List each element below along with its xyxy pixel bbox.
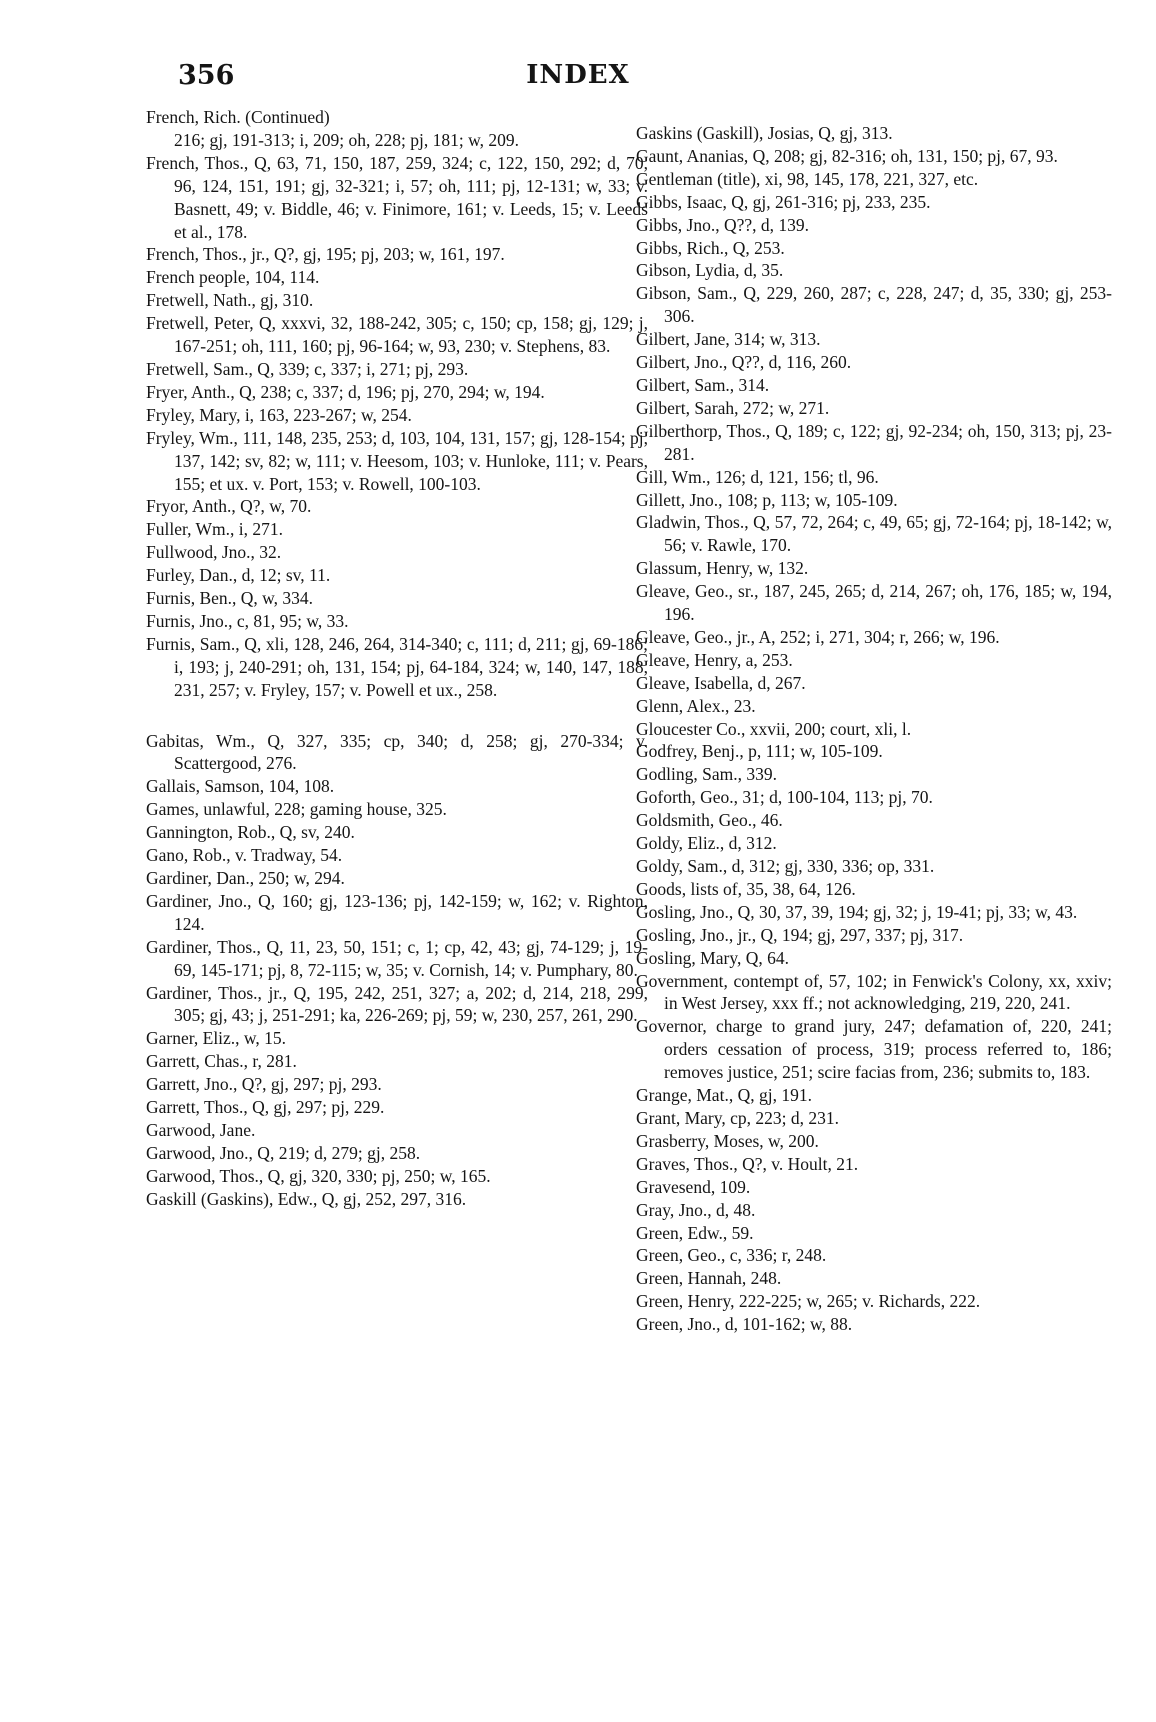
index-entry: Fretwell, Sam., Q, 339; c, 337; i, 271; pj, 293.	[146, 358, 469, 379]
index-entry: Goldy, Eliz., d, 312.	[636, 833, 777, 854]
index-entry: Gleave, Geo., jr., A, 252; i, 271, 304; r, 266; w, 196.	[636, 626, 1000, 647]
index-entry: Gaskins (Gaskill), Josias, Q, gj, 313.	[636, 123, 893, 143]
index-entry: Furnis, Jno., c, 81, 95; w, 33.	[146, 610, 349, 631]
index-entries-f	[146, 152, 648, 702]
index-entry: Gallais, Samson, 104, 108.	[146, 776, 335, 797]
index-entry: Green, Jno., d, 101-162; w, 88.	[636, 1314, 853, 1335]
index-entry: Gilbert, Sam., 314.	[636, 374, 770, 395]
page-title: INDEX	[526, 60, 630, 90]
continued-heading: French, Rich. (Continued)	[146, 107, 330, 127]
letter-gap	[146, 702, 648, 730]
index-entry: Gaunt, Ananias, Q, 208; gj, 82-316; oh, 131, 150; pj, 67, 93.	[636, 145, 1058, 166]
index-entry: Gardiner, Jno., Q, 160; gj, 123-136; pj, 142-159; w, 162; v. Righton, 124.	[146, 890, 648, 934]
index-entry: Gibson, Sam., Q, 229, 260, 287; c, 228, 247; d, 35, 330; gj, 253-306.	[636, 283, 1112, 327]
index-entry: Gill, Wm., 126; d, 121, 156; tl, 96.	[636, 466, 879, 487]
index-entry: Gibbs, Isaac, Q, gj, 261-316; pj, 233, 235.	[636, 191, 931, 212]
index-entry: Fryley, Mary, i, 163, 223-267; w, 254.	[146, 404, 412, 425]
index-entry: Gosling, Mary, Q, 64.	[636, 947, 789, 968]
page-number: 356	[178, 60, 235, 91]
index-entry: Games, unlawful, 228; gaming house, 325.	[146, 799, 447, 820]
index-entry: Fullwood, Jno., 32.	[146, 542, 282, 563]
index-entry: Goldsmith, Geo., 46.	[636, 810, 783, 831]
index-entry: Grant, Mary, cp, 223; d, 231.	[636, 1107, 839, 1128]
index-entry: Gilberthorp, Thos., Q, 189; c, 122; gj, 92-234; oh, 150, 313; pj, 23-281.	[636, 420, 1112, 464]
index-entry: Green, Edw., 59.	[636, 1222, 754, 1243]
index-entries-g-right	[636, 122, 1112, 1336]
index-entry: Government, contempt of, 57, 102; in Fenwick's Colony, xx, xxiv; in West Jersey, xxx ff.; not acknowledging, 219, 220, 241.	[636, 970, 1112, 1014]
index-entry: French, Thos., Q, 63, 71, 150, 187, 259, 324; c, 122, 150, 292; d, 70, 96, 124, 151, 191; gj, 32-321; i, 57; oh, 111; pj, 12-131; w, 33; v. Basnett, 49; v. Biddle, 46; v. Finimore, 161; v. Leeds, 15; v. Leeds et al., 178.	[146, 152, 648, 242]
index-entry: Governor, charge to grand jury, 247; defamation of, 220, 241; orders cessation of process, 319; process referred to, 186; removes justice, 251; scire facias from, 236; submits to, 183.	[636, 1016, 1112, 1083]
page-header	[0, 56, 1156, 96]
index-entry: Green, Geo., c, 336; r, 248.	[636, 1245, 827, 1266]
index-entry: Fryer, Anth., Q, 238; c, 337; d, 196; pj, 270, 294; w, 194.	[146, 381, 545, 402]
index-entry: Gardiner, Dan., 250; w, 294.	[146, 868, 345, 888]
index-entry: Green, Hannah, 248.	[636, 1268, 782, 1289]
left-column	[146, 106, 648, 1211]
index-entry: Gravesend, 109.	[636, 1176, 751, 1197]
index-entry: Graves, Thos., Q?, v. Hoult, 21.	[636, 1153, 859, 1174]
index-entry: Gilbert, Jane, 314; w, 313.	[636, 329, 821, 350]
index-entry: Gardiner, Thos., Q, 11, 23, 50, 151; c, 1; cp, 42, 43; gj, 74-129; j, 19-69, 145-171; pj, 8, 72-115; w, 35; v. Cornish, 14; v. Pumphary, 80.	[146, 936, 648, 980]
index-entry: Garwood, Jno., Q, 219; d, 279; gj, 258.	[146, 1142, 421, 1163]
index-entry: Fretwell, Peter, Q, xxxvi, 32, 188-242, 305; c, 150; cp, 158; gj, 129; j, 167-251; oh, 111, 160; pj, 96-164; w, 93, 230; v. Stephens, 83.	[146, 313, 648, 357]
index-entry: Glassum, Henry, w, 132.	[636, 558, 809, 579]
index-entry: Gloucester Co., xxvii, 200; court, xli, l.	[636, 718, 912, 739]
right-column	[636, 122, 1112, 1336]
index-entry: Goldy, Sam., d, 312; gj, 330, 336; op, 331.	[636, 856, 935, 876]
index-entry: Gibbs, Rich., Q, 253.	[636, 237, 785, 258]
index-entry: Grange, Mat., Q, gj, 191.	[636, 1085, 812, 1106]
index-entry: Garner, Eliz., w, 15.	[146, 1028, 287, 1049]
index-entry: Gillett, Jno., 108; p, 113; w, 105-109.	[636, 489, 898, 510]
index-entry: Garwood, Thos., Q, gj, 320, 330; pj, 250; w, 165.	[146, 1165, 491, 1186]
index-entry: Furnis, Sam., Q, xli, 128, 246, 264, 314-340; c, 111; d, 211; gj, 69-186; i, 193; j, 240-291; oh, 131, 154; pj, 64-184, 324; w, 140, 147, 188, 231, 257; v. Fryley, 157; v. Powell et ux., 258.	[146, 633, 648, 700]
index-entry: Garrett, Thos., Q, gj, 297; pj, 229.	[146, 1097, 385, 1118]
index-entry: Gentleman (title), xi, 98, 145, 178, 221, 327, etc.	[636, 168, 979, 189]
index-entry: Gano, Rob., v. Tradway, 54.	[146, 845, 343, 866]
index-entry: Fretwell, Nath., gj, 310.	[146, 290, 314, 311]
index-entries-g-left	[146, 730, 648, 1211]
index-entry: Godfrey, Benj., p, 111; w, 105-109.	[636, 741, 883, 762]
index-entry: Glenn, Alex., 23.	[636, 695, 756, 716]
continued-entry-text: 216; gj, 191-313; i, 209; oh, 228; pj, 181; w, 209.	[174, 129, 519, 150]
index-entry: Goforth, Geo., 31; d, 100-104, 113; pj, 70.	[636, 787, 933, 808]
index-entry: Garrett, Chas., r, 281.	[146, 1051, 297, 1072]
index-entry: Gannington, Rob., Q, sv, 240.	[146, 822, 355, 843]
index-entry: Fryor, Anth., Q?, w, 70.	[146, 496, 312, 517]
index-entry: Gilbert, Jno., Q??, d, 116, 260.	[636, 352, 852, 373]
index-entry: Gleave, Henry, a, 253.	[636, 649, 793, 670]
index-entry: Godling, Sam., 339.	[636, 764, 777, 785]
index-entry: Fryley, Wm., 111, 148, 235, 253; d, 103, 104, 131, 157; gj, 128-154; pj, 137, 142; sv, 82; w, 111; v. Heesom, 103; v. Hunloke, 111; v. Pears, 155; et ux. v. Port, 153; v. Rowell, 100-103.	[146, 427, 648, 494]
continued-entry	[146, 106, 648, 129]
index-entry: Gilbert, Sarah, 272; w, 271.	[636, 397, 830, 418]
index-entry: Garwood, Jane.	[146, 1119, 256, 1140]
index-entry: Garrett, Jno., Q?, gj, 297; pj, 293.	[146, 1074, 382, 1095]
index-entry: Gleave, Isabella, d, 267.	[636, 672, 806, 693]
index-entry: Gosling, Jno., jr., Q, 194; gj, 297, 337; pj, 317.	[636, 924, 964, 945]
index-entry: Furley, Dan., d, 12; sv, 11.	[146, 565, 331, 586]
index-entry: French, Thos., jr., Q?, gj, 195; pj, 203; w, 161, 197.	[146, 244, 505, 265]
index-entry: Gray, Jno., d, 48.	[636, 1199, 756, 1220]
index-entry: French people, 104, 114.	[146, 267, 320, 288]
index-entry: Gibson, Lydia, d, 35.	[636, 260, 784, 281]
index-entry: Gleave, Geo., sr., 187, 245, 265; d, 214, 267; oh, 176, 185; w, 194, 196.	[636, 581, 1112, 625]
index-entry: Gibbs, Jno., Q??, d, 139.	[636, 214, 810, 235]
index-entry: Gardiner, Thos., jr., Q, 195, 242, 251, 327; a, 202; d, 214, 218, 299, 305; gj, 43; j, 251-291; ka, 226-269; pj, 59; w, 230, 257, 261, 290.	[146, 982, 648, 1026]
index-entry: Gosling, Jno., Q, 30, 37, 39, 194; gj, 32; j, 19-41; pj, 33; w, 43.	[636, 901, 1078, 922]
index-entry: Green, Henry, 222-225; w, 265; v. Richards, 222.	[636, 1291, 981, 1312]
index-entry: Furnis, Ben., Q, w, 334.	[146, 588, 314, 609]
index-entry: Goods, lists of, 35, 38, 64, 126.	[636, 878, 856, 899]
index-entry: Gabitas, Wm., Q, 327, 335; cp, 340; d, 258; gj, 270-334; v. Scattergood, 276.	[146, 730, 648, 774]
index-entry: Gaskill (Gaskins), Edw., Q, gj, 252, 297, 316.	[146, 1188, 467, 1209]
index-entry: Gladwin, Thos., Q, 57, 72, 264; c, 49, 65; gj, 72-164; pj, 18-142; w, 56; v. Rawle, 170.	[636, 512, 1112, 556]
index-entry: Grasberry, Moses, w, 200.	[636, 1130, 819, 1151]
index-entry: Fuller, Wm., i, 271.	[146, 519, 284, 540]
